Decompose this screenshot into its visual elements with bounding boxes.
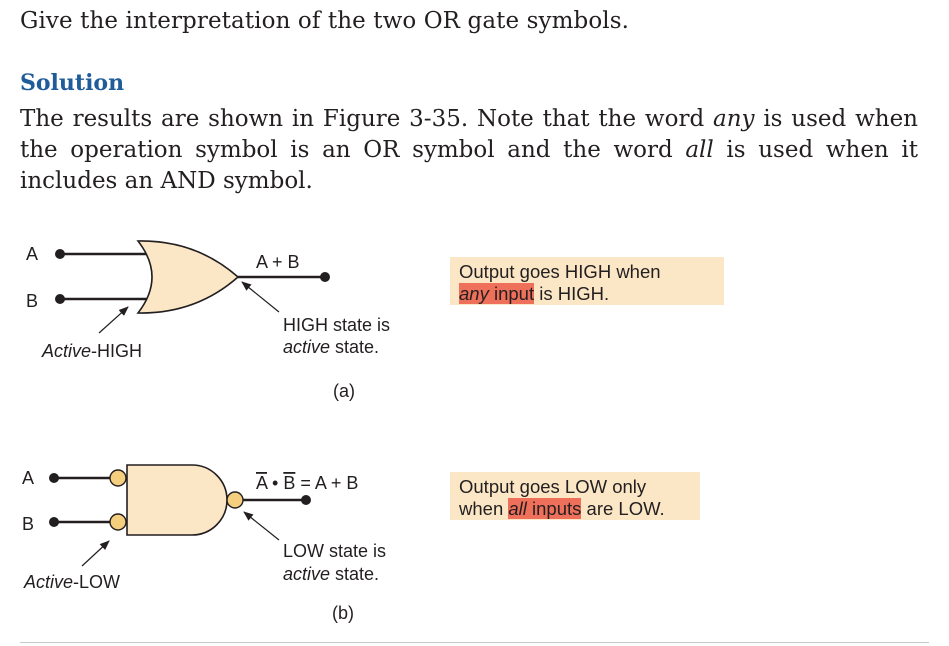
fig-b-expr-dot: •	[267, 473, 284, 493]
fig-b-box-inputs: inputs	[526, 498, 582, 519]
fig-b-output-note-line2	[283, 564, 379, 584]
solution-word-any: any	[712, 106, 755, 132]
fig-a-caption: (a)	[333, 381, 355, 401]
fig-b-output-bubble	[227, 492, 243, 508]
fig-b-output-arrow	[244, 512, 279, 540]
fig-a-note-italic: active	[283, 337, 331, 357]
fig-a-input-arrow	[99, 307, 128, 333]
fig-b-box-line2-prefix: when	[459, 498, 509, 519]
fig-b-input-arrow	[82, 541, 109, 566]
fig-b-input-a-label: A	[22, 468, 35, 488]
fig-b-active-rest: -LOW	[73, 572, 121, 592]
solution-heading: Solution	[20, 70, 125, 96]
fig-a-input-b-label: B	[26, 291, 39, 311]
fig-b-output-terminal	[301, 495, 311, 505]
fig-b-expr-a-bar: A	[256, 473, 268, 493]
fig-a-input-a-label: A	[26, 244, 39, 264]
fig-b-input-a-bubble	[110, 470, 126, 486]
fig-b-output-note-box	[450, 472, 700, 520]
fig-a-box-any: any	[459, 283, 489, 304]
bottom-divider	[20, 642, 929, 643]
fig-a-active-rest: -HIGH	[91, 341, 143, 361]
fig-a-box-line2-rest: is HIGH.	[534, 283, 610, 304]
fig-b-active-low-label	[23, 572, 120, 592]
fig-b-caption: (b)	[332, 603, 354, 623]
fig-b-output-note-line1: LOW state is	[283, 541, 387, 561]
fig-b-active-italic: Active	[24, 572, 74, 592]
fig-b-box-highlight	[508, 498, 581, 519]
fig-a-output-terminal	[320, 272, 330, 282]
fig-b-expr-b-bar: B	[283, 473, 296, 493]
fig-b-output-expression	[256, 473, 358, 493]
or-gate-symbol	[138, 241, 238, 313]
figure-b-diagram	[22, 465, 386, 623]
fig-a-note-rest: state.	[330, 337, 380, 357]
fig-b-input-b-bubble	[110, 514, 126, 530]
fig-b-box-line1: Output goes LOW only	[459, 476, 647, 497]
solution-word-all: all	[685, 137, 714, 163]
question-text: Give the interpretation of the two OR gate symbols.	[20, 8, 630, 34]
fig-b-expr-rest: = A + B	[295, 473, 359, 493]
fig-a-box-line1: Output goes HIGH when	[459, 261, 661, 282]
fig-a-output-note-line2	[283, 337, 379, 357]
solution-text-mid: is used when the operation symbol is an OR symbol and the word	[20, 106, 918, 163]
fig-b-box-all: all	[508, 498, 527, 519]
fig-b-note-rest: state.	[330, 564, 380, 584]
fig-a-output-note-box	[450, 257, 724, 305]
fig-b-box-line2	[459, 498, 692, 520]
fig-b-note-italic: active	[283, 564, 331, 584]
fig-b-input-b-label: B	[22, 514, 35, 534]
solution-text-prefix: The results are shown in Figure 3-35. Note that the word	[20, 106, 713, 132]
and-gate-symbol	[127, 465, 227, 535]
fig-a-output-note-line1: HIGH state is	[283, 315, 391, 335]
fig-a-active-italic: Active	[42, 341, 92, 361]
fig-a-active-high-label	[41, 341, 142, 361]
figure-a-diagram	[26, 241, 390, 401]
solution-text-suffix: is used when it includes an AND symbol.	[20, 137, 918, 194]
fig-a-output-arrow	[242, 282, 279, 312]
fig-a-box-line2	[459, 283, 716, 305]
fig-a-output-expression: A + B	[256, 252, 300, 272]
fig-b-box-line2-rest: are LOW.	[581, 498, 665, 519]
fig-a-box-input: input	[488, 283, 535, 304]
fig-a-box-highlight	[459, 283, 534, 304]
